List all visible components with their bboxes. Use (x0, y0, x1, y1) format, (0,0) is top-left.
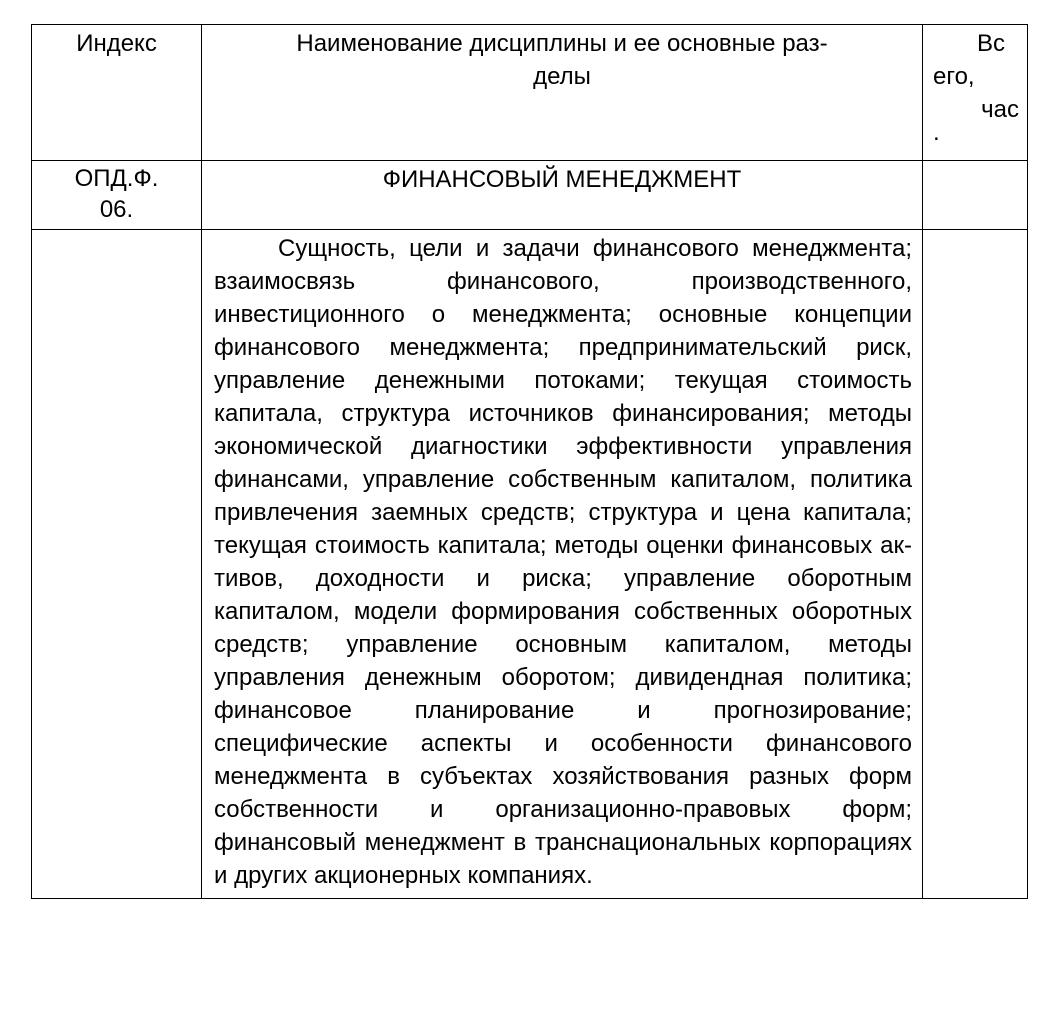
header-row (32, 25, 1028, 161)
content-row (32, 230, 1028, 899)
header-name-cell (202, 25, 923, 161)
discipline-index-cell (32, 161, 202, 230)
header-name-label: Наименование дисциплины и ее основные раз- делы (296, 30, 828, 90)
discipline-description: Сущность, цели и задачи финансового менеджмента; взаимосвязь финансового, производственного, инвестиционного о менеджмента; основные концепции финансового менеджмента; предпринимательский риск, управление денежными потоками; текущая стоимость капитала, структура источников финансирования; методы экономической диагностики эффективности управления финансами, управление собственным капиталом, политика привлечения заемных средств; структура и цена капитала; текущая стоимость капитала; методы оценки финансовых активов, доходности и риска; управление оборотным капиталом, модели формирования собственных оборотных средств; управление основным капиталом, методы управления денежным оборотом; дивидендная политика; финансовое планирование и прогнозирование; специфические аспекты и особенности финансового менеджмента в субъектах хозяйствования разных форм собственности и организационно-правовых форм; финансовый менеджмент в транснациональных корпорациях и других акционерных компаниях. (214, 235, 912, 889)
discipline-hours-cell (923, 161, 1028, 230)
header-hours-label-3: час (981, 96, 1019, 123)
content-description-cell (202, 230, 923, 899)
content-index-cell (32, 230, 202, 899)
curriculum-table (31, 24, 1028, 899)
header-hours-cell (923, 25, 1028, 161)
discipline-index: ОПД.Ф. 06. (74, 165, 159, 223)
header-hours-label-4: . (933, 119, 940, 146)
header-hours-label-2: его, (933, 63, 975, 90)
header-hours-label-1: Вс (976, 30, 1005, 57)
discipline-title-cell (202, 161, 923, 230)
header-index-label: Индекс (76, 30, 157, 57)
content-hours-cell (923, 230, 1028, 899)
header-index-cell (32, 25, 202, 161)
discipline-title: ФИНАНСОВЫЙ МЕНЕДЖМЕНТ (382, 166, 742, 193)
discipline-row (32, 161, 1028, 230)
